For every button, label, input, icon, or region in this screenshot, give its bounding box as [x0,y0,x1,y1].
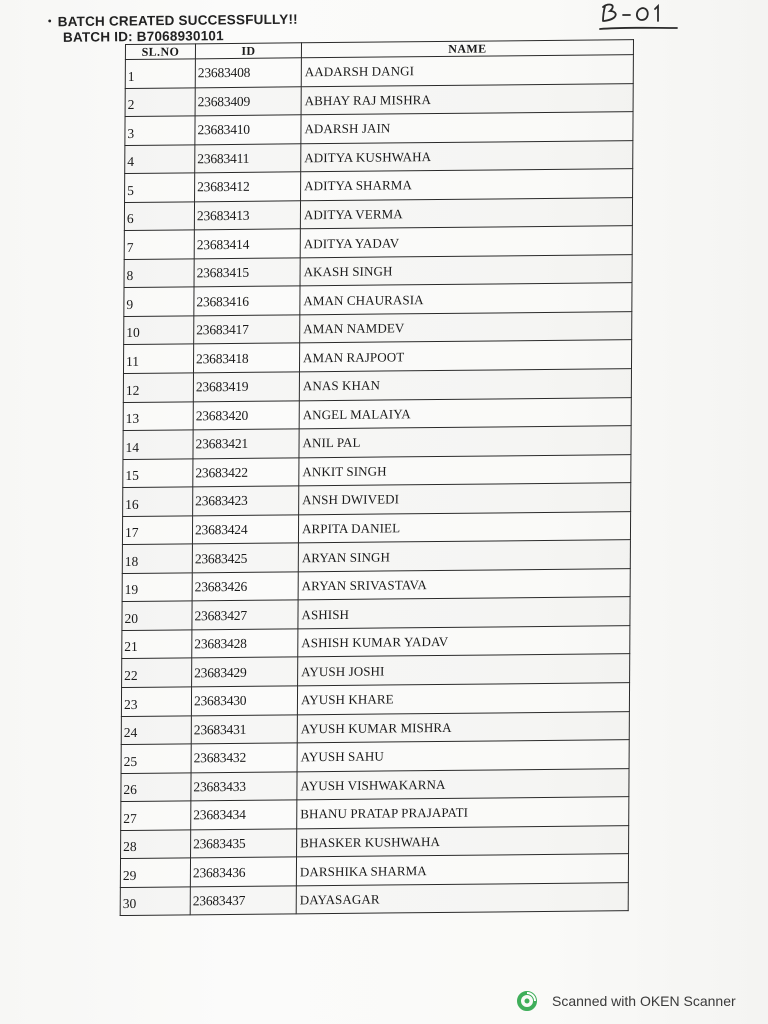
oken-scanner-logo-icon [516,990,538,1012]
cell-slno: 27 [121,801,191,830]
cell-slno: 3 [125,116,195,145]
cell-student-name: DAYASAGAR [296,883,628,915]
cell-student-id: 23683410 [195,115,301,145]
cell-student-name: AKASH SINGH [300,254,632,286]
cell-student-name: ARYAN SRIVASTAVA [298,568,630,600]
cell-slno: 25 [121,744,191,773]
cell-student-name: ARYAN SINGH [298,540,630,572]
cell-student-id: 23683422 [193,457,299,487]
cell-student-id: 23683416 [194,286,300,316]
cell-slno: 14 [123,430,193,459]
cell-student-name: ANIL PAL [299,426,631,458]
cell-student-name: BHANU PRATAP PRAJAPATI [297,797,629,829]
cell-student-name: ADARSH JAIN [301,112,633,144]
table-row [120,883,628,916]
cell-slno: 4 [125,144,195,173]
batch-id-text: BATCH ID: B7068930101 [62,28,224,45]
cell-student-name: AMAN CHAURASIA [300,283,632,315]
cell-slno: 24 [121,715,191,744]
cell-slno: 19 [122,573,192,602]
cell-student-id: 23683429 [192,657,298,687]
cell-student-id: 23683431 [191,714,297,744]
cell-student-id: 23683436 [190,857,296,887]
cell-student-id: 23683414 [194,229,300,259]
cell-student-name: AYUSH KUMAR MISHRA [297,711,629,743]
cell-student-id: 23683420 [193,400,299,430]
batch-status-line [48,12,298,30]
cell-student-id: 23683425 [192,543,298,573]
cell-student-id: 23683418 [193,343,299,373]
cell-student-id: 23683434 [191,800,297,830]
cell-student-name: AMAN NAMDEV [300,312,632,344]
batch-student-table [120,39,634,916]
cell-student-name: ANGEL MALAIYA [299,397,631,429]
cell-slno: 11 [123,344,193,373]
bullet-mark: • [47,16,52,28]
cell-student-id: 23683430 [191,686,297,716]
handwritten-note-b01 [597,0,687,38]
cell-slno: 1 [125,59,195,88]
cell-student-name: ANAS KHAN [299,369,631,401]
cell-student-id: 23683412 [195,172,301,202]
cell-slno: 18 [122,544,192,573]
cell-student-name: ASHISH [298,597,630,629]
cell-slno: 26 [121,773,191,802]
cell-student-name: AYUSH JOSHI [298,654,630,686]
cell-student-id: 23683419 [193,372,299,402]
cell-student-id: 23683413 [194,201,300,231]
cell-slno: 15 [123,459,193,488]
cell-slno: 10 [124,316,194,345]
cell-student-name: DARSHIKA SHARMA [296,854,628,886]
cell-student-id: 23683415 [194,258,300,288]
cell-student-name: ABHAY RAJ MISHRA [301,83,633,115]
scanner-watermark [516,990,736,1012]
column-header-id: ID [195,43,301,59]
cell-student-name: ADITYA YADAV [300,226,632,258]
cell-student-id: 23683409 [195,86,301,116]
batch-status-text: BATCH CREATED SUCCESSFULLY!! [57,11,298,30]
cell-slno: 5 [125,173,195,202]
cell-slno: 17 [122,516,192,545]
cell-student-id: 23683417 [194,315,300,345]
cell-student-name: BHASKER KUSHWAHA [297,825,629,857]
cell-student-name: AYUSH KHARE [297,683,629,715]
table-body [120,55,633,916]
cell-slno: 9 [124,287,194,316]
cell-student-id: 23683411 [195,143,301,173]
cell-student-id: 23683427 [192,600,298,630]
cell-student-id: 23683433 [191,772,297,802]
cell-student-name: ANSH DWIVEDI [299,483,631,515]
cell-slno: 6 [124,202,194,231]
cell-slno: 30 [120,887,190,916]
scanner-watermark-text: Scanned with OKEN Scanner [552,993,736,1009]
cell-slno: 22 [122,658,192,687]
cell-slno: 13 [123,401,193,430]
cell-student-id: 23683421 [193,429,299,459]
cell-student-name: ANKIT SINGH [299,454,631,486]
cell-student-name: AYUSH SAHU [297,740,629,772]
cell-slno: 16 [123,487,193,516]
cell-student-name: ADITYA KUSHWAHA [301,140,633,172]
cell-student-name: ARPITA DANIEL [298,511,630,543]
cell-slno: 21 [122,630,192,659]
cell-student-id: 23683435 [191,829,297,859]
cell-student-id: 23683408 [195,58,301,88]
cell-student-name: AMAN RAJPOOT [299,340,631,372]
column-header-slno: SL.NO [125,44,195,60]
cell-slno: 29 [120,858,190,887]
cell-slno: 7 [124,230,194,259]
cell-student-name: AYUSH VISHWAKARNA [297,768,629,800]
cell-student-name: AADARSH DANGI [301,55,633,87]
cell-slno: 23 [121,687,191,716]
cell-slno: 20 [122,601,192,630]
cell-student-id: 23683437 [190,886,296,916]
column-header-name: NAME [301,40,633,58]
cell-student-name: ASHISH KUMAR YADAV [298,626,630,658]
cell-student-name: ADITYA VERMA [300,197,632,229]
cell-student-id: 23683432 [191,743,297,773]
cell-student-id: 23683424 [192,515,298,545]
cell-slno: 8 [124,259,194,288]
cell-slno: 28 [121,830,191,859]
cell-student-id: 23683423 [193,486,299,516]
cell-student-id: 23683426 [192,572,298,602]
cell-student-name: ADITYA SHARMA [301,169,633,201]
cell-student-id: 23683428 [192,629,298,659]
cell-slno: 12 [123,373,193,402]
batch-table-container [120,39,633,916]
cell-slno: 2 [125,87,195,116]
